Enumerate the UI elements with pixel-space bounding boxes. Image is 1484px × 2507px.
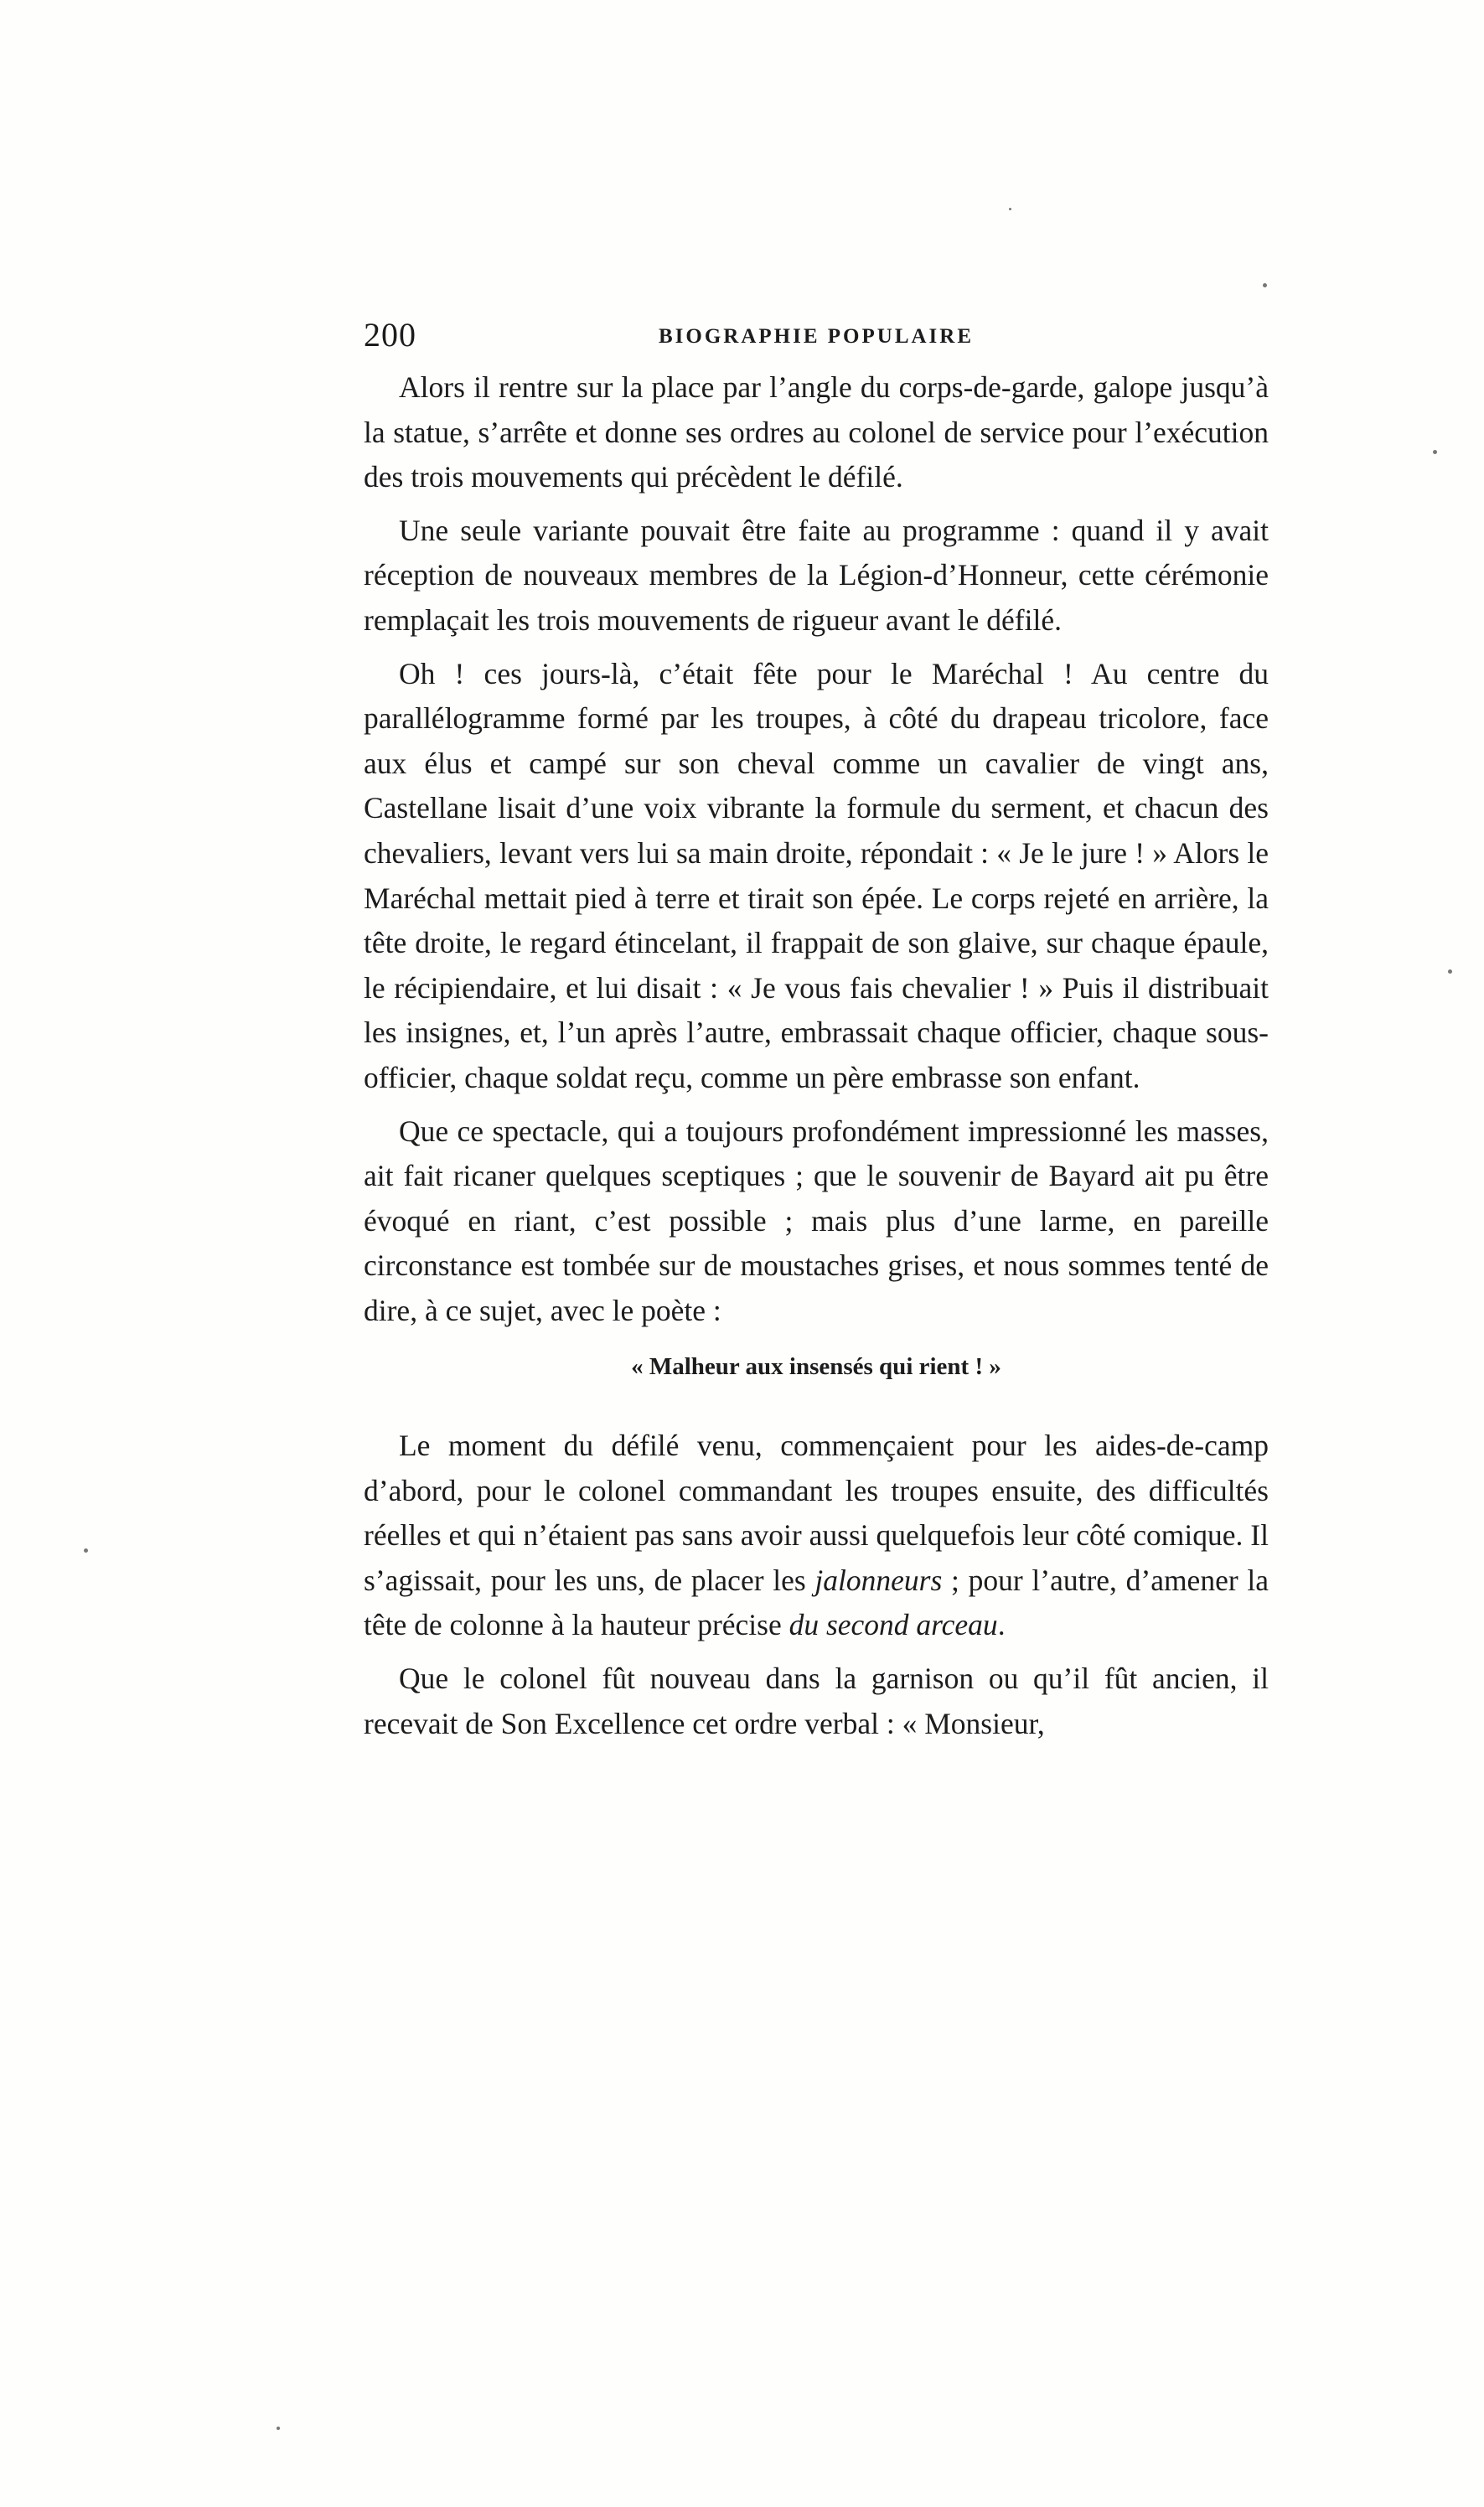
paragraph-6: Que le colonel fût nouveau dans la garnison ou qu’il fût ancien, il recevait de Son Excellence cet ordre verbal : « Monsieur, xyxy=(364,1662,1269,1740)
paragraph-5-part-c: . xyxy=(997,1608,1006,1642)
italic-jalonneurs: jalonneurs xyxy=(814,1563,943,1597)
scan-speck xyxy=(84,1548,88,1553)
running-title: BIOGRAPHIE POPULAIRE xyxy=(659,325,975,348)
page-header xyxy=(364,310,1269,360)
scan-speck xyxy=(1263,283,1267,287)
paragraph-5-part-a: Le moment du défilé venu, commençaient pour les aides-de-camp d’abord, pour le colonel commandant les troupes ensuite, des difficultés réelles et qui n’étaient pas sans avoir aussi quelquefois leur côté comique. Il s’agissait, pour les uns, de placer les xyxy=(364,1429,1269,1597)
paragraph-2: Une seule variante pouvait être faite au programme : quand il y avait réception de nouveaux membres de la Légion-d’Honneur, cette cérémonie remplaçait les trois mouvements de rigueur avant le défilé. xyxy=(364,513,1269,637)
scan-speck xyxy=(1448,969,1452,974)
paragraph-5 xyxy=(364,1424,1269,1648)
page-number: 200 xyxy=(364,316,416,354)
paragraph-1: Alors il rentre sur la place par l’angle du corps-de-garde, galope jusqu’à la statue, s’arrête et donne ses ordres au colonel de service pour l’exécution des trois mouvements qui précèdent le défilé. xyxy=(364,370,1269,494)
paragraph-5-part-b: ; pour l’autre, d’amener la tête de colonne à la hauteur précise xyxy=(364,1563,1269,1642)
scan-speck xyxy=(277,2427,280,2430)
body-text xyxy=(364,365,1269,1755)
scan-speck xyxy=(1009,208,1011,210)
paragraph-4: Que ce spectacle, qui a toujours profondément impressionné les masses, ait fait ricaner quelques sceptiques ; que le souvenir de Bayard ait pu être évoqué en riant, c’est possible ; mais plus d’une larme, en pareille circonstance est tombée sur de moustaches grises, et nous sommes tenté de dire, à ce sujet, avec le poète : xyxy=(364,1114,1269,1327)
scan-speck xyxy=(1433,450,1437,454)
italic-second-arceau: du second arceau xyxy=(789,1608,998,1642)
paragraph-3: Oh ! ces jours-là, c’était fête pour le Maréchal ! Au centre du parallélogramme formé par les troupes, à côté du drapeau tricolore, face aux élus et campé sur son cheval comme un cavalier de vingt ans, Castellane lisait d’une voix vibrante la formule du serment, et chacun des chevaliers, levant vers lui sa main droite, répondait : « Je le jure ! » Alors le Maréchal mettait pied à terre et tirait son épée. Le corps rejeté en arrière, la tête droite, le regard étincelant, il frappait de son glaive, sur chaque épaule, le récipiendaire, et lui disait : « Je vous fais chevalier ! » Puis il distribuait les insignes, et, l’un après l’autre, embrassait chaque officier, chaque sous-officier, chaque soldat reçu, comme un père embrasse son enfant. xyxy=(364,656,1269,1094)
verse-quote: « Malheur aux insensés qui rient ! » xyxy=(631,1353,1001,1381)
